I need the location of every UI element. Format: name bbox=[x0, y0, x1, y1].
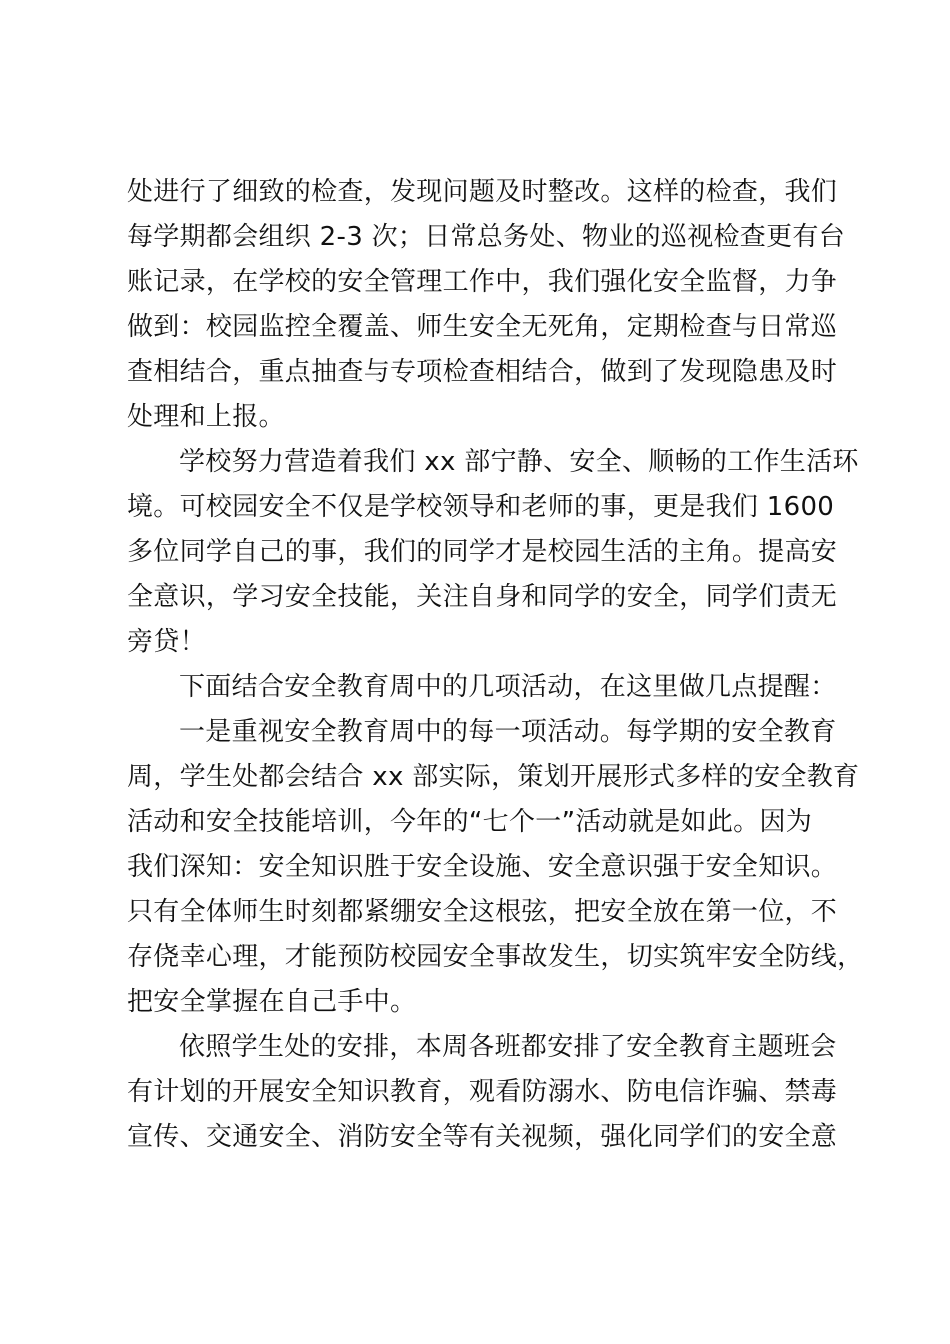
text-line: 我们深知：安全知识胜于安全设施、安全意识强于安全知识。 bbox=[127, 852, 838, 882]
text-line: 处进行了细致的检查，发现问题及时整改。这样的检查，我们 bbox=[127, 177, 838, 207]
text-line: 每学期都会组织 2-3 次；日常总务处、物业的巡视检查更有台 bbox=[127, 222, 845, 252]
document-body bbox=[127, 170, 864, 1160]
text-line: 活动和安全技能培训，今年的“七个一”活动就是如此。因为 bbox=[127, 807, 813, 837]
text-line: 宣传、交通安全、消防安全等有关视频，强化同学们的安全意 bbox=[127, 1122, 838, 1152]
paragraph-first-line: 学校努力营造着我们 xx 部宁静、安全、顺畅的工作生活环 bbox=[179, 447, 859, 477]
paragraph-first-line: 下面结合安全教育周中的几项活动，在这里做几点提醒： bbox=[179, 672, 837, 702]
text-line: 只有全体师生时刻都紧绷安全这根弦，把安全放在第一位，不 bbox=[127, 897, 838, 927]
paragraph-first-line: 一是重视安全教育周中的每一项活动。每学期的安全教育 bbox=[179, 717, 837, 747]
text-line: 多位同学自己的事，我们的同学才是校园生活的主角。提高安 bbox=[127, 537, 838, 567]
text-line: 旁贷！ bbox=[127, 627, 206, 657]
text-line: 有计划的开展安全知识教育，观看防溺水、防电信诈骗、禁毒 bbox=[127, 1077, 838, 1107]
text-line: 把安全掌握在自己手中。 bbox=[127, 987, 417, 1017]
text-line: 处理和上报。 bbox=[127, 402, 285, 432]
text-line: 周，学生处都会结合 xx 部实际，策划开展形式多样的安全教育 bbox=[127, 762, 860, 792]
text-line: 存侥幸心理，才能预防校园安全事故发生，切实筑牢安全防线， bbox=[127, 942, 864, 972]
text-line: 查相结合，重点抽查与专项检查相结合，做到了发现隐患及时 bbox=[127, 357, 838, 387]
text-line: 做到：校园监控全覆盖、师生安全无死角，定期检查与日常巡 bbox=[127, 312, 838, 342]
text-line: 账记录，在学校的安全管理工作中，我们强化安全监督，力争 bbox=[127, 267, 838, 297]
text-line: 境。可校园安全不仅是学校领导和老师的事，更是我们 1600 bbox=[127, 492, 835, 522]
text-line: 全意识，学习安全技能，关注自身和同学的安全，同学们责无 bbox=[127, 582, 838, 612]
paragraph-first-line: 依照学生处的安排，本周各班都安排了安全教育主题班会 bbox=[179, 1032, 837, 1062]
